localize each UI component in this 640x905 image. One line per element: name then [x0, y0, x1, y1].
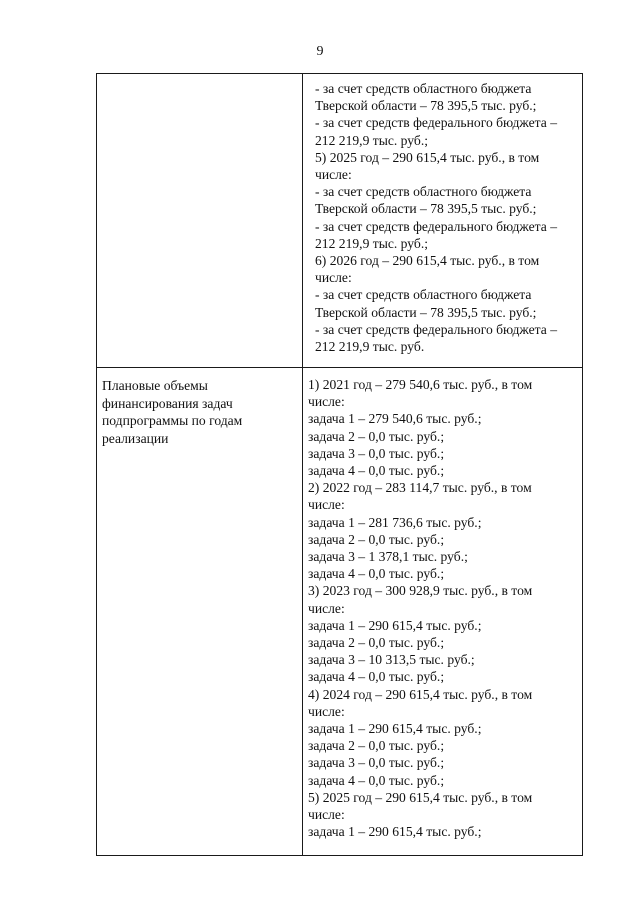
cell-line: числе:: [315, 167, 352, 183]
table-cell-task-funding: [303, 368, 583, 856]
cell-line: задача 4 – 0,0 тыс. руб.;: [308, 463, 445, 479]
cell-line: 212 219,9 тыс. руб.;: [315, 132, 429, 148]
cell-line: задача 3 – 0,0 тыс. руб.;: [308, 755, 445, 771]
cell-line: числе:: [308, 497, 345, 513]
cell-line: задача 4 – 0,0 тыс. руб.;: [308, 772, 445, 788]
cell-line: - за счет средств федерального бюджета –: [315, 115, 558, 131]
cell-line: числе:: [308, 600, 345, 616]
cell-line: числе:: [315, 270, 352, 286]
table-row: [97, 74, 583, 368]
cell-line: 212 219,9 тыс. руб.: [315, 339, 425, 355]
label-line: подпрограммы по годам: [102, 413, 243, 428]
cell-line: задача 2 – 0,0 тыс. руб.;: [308, 635, 445, 651]
cell-line: задача 1 – 290 615,4 тыс. руб.;: [308, 721, 482, 737]
cell-line: задача 1 – 279 540,6 тыс. руб.;: [308, 411, 482, 427]
cell-line: 1) 2021 год – 279 540,6 тыс. руб., в том: [308, 377, 533, 392]
cell-line: задача 1 – 290 615,4 тыс. руб.;: [308, 824, 482, 840]
cell-line: числе:: [308, 807, 345, 823]
cell-line: 5) 2025 год – 290 615,4 тыс. руб., в том: [315, 149, 540, 165]
cell-line: задача 4 – 0,0 тыс. руб.;: [308, 669, 445, 685]
cell-line: задача 2 – 0,0 тыс. руб.;: [308, 738, 445, 754]
label-line: финансирования задач: [102, 395, 233, 411]
funding-table: [96, 73, 583, 856]
cell-line: задача 3 – 0,0 тыс. руб.;: [308, 445, 445, 461]
cell-line: 4) 2024 год – 290 615,4 тыс. руб., в том: [308, 686, 533, 702]
cell-line: - за счет средств областного бюджета: [315, 287, 532, 303]
label-line: Плановые объемы: [102, 378, 208, 393]
cell-line: - за счет средств федерального бюджета –: [315, 321, 558, 337]
cell-line: задача 2 – 0,0 тыс. руб.;: [308, 531, 445, 547]
table-cell-budget-sources: [303, 74, 583, 368]
table-cell-left-empty: [97, 74, 303, 368]
cell-line: - за счет средств областного бюджета: [315, 184, 532, 200]
cell-line: 6) 2026 год – 290 615,4 тыс. руб., в том: [315, 253, 540, 269]
cell-line: 212 219,9 тыс. руб.;: [315, 235, 429, 251]
cell-line: числе:: [308, 703, 345, 719]
cell-line: задача 2 – 0,0 тыс. руб.;: [308, 428, 445, 444]
cell-line: 3) 2023 год – 300 928,9 тыс. руб., в том: [308, 583, 533, 599]
cell-line: задача 4 – 0,0 тыс. руб.;: [308, 566, 445, 582]
cell-line: задача 3 – 1 378,1 тыс. руб.;: [308, 549, 468, 565]
cell-line: 5) 2025 год – 290 615,4 тыс. руб., в том: [308, 789, 533, 805]
table-row: [97, 368, 583, 856]
cell-line: 2) 2022 год – 283 114,7 тыс. руб., в том: [308, 480, 532, 496]
cell-line: задача 3 – 10 313,5 тыс. руб.;: [308, 652, 475, 668]
cell-line: Тверской области – 78 395,5 тыс. руб.;: [315, 304, 537, 320]
cell-line: - за счет средств областного бюджета: [315, 81, 532, 96]
cell-line: Тверской области – 78 395,5 тыс. руб.;: [315, 98, 537, 114]
label-line: реализации: [102, 430, 169, 446]
cell-line: Тверской области – 78 395,5 тыс. руб.;: [315, 201, 537, 217]
cell-line: числе:: [308, 394, 345, 410]
table-cell-label: [97, 368, 303, 856]
cell-line: задача 1 – 290 615,4 тыс. руб.;: [308, 617, 482, 633]
cell-line: задача 1 – 281 736,6 тыс. руб.;: [308, 514, 482, 530]
cell-line: - за счет средств федерального бюджета –: [315, 218, 558, 234]
page-number: 9: [316, 44, 324, 59]
